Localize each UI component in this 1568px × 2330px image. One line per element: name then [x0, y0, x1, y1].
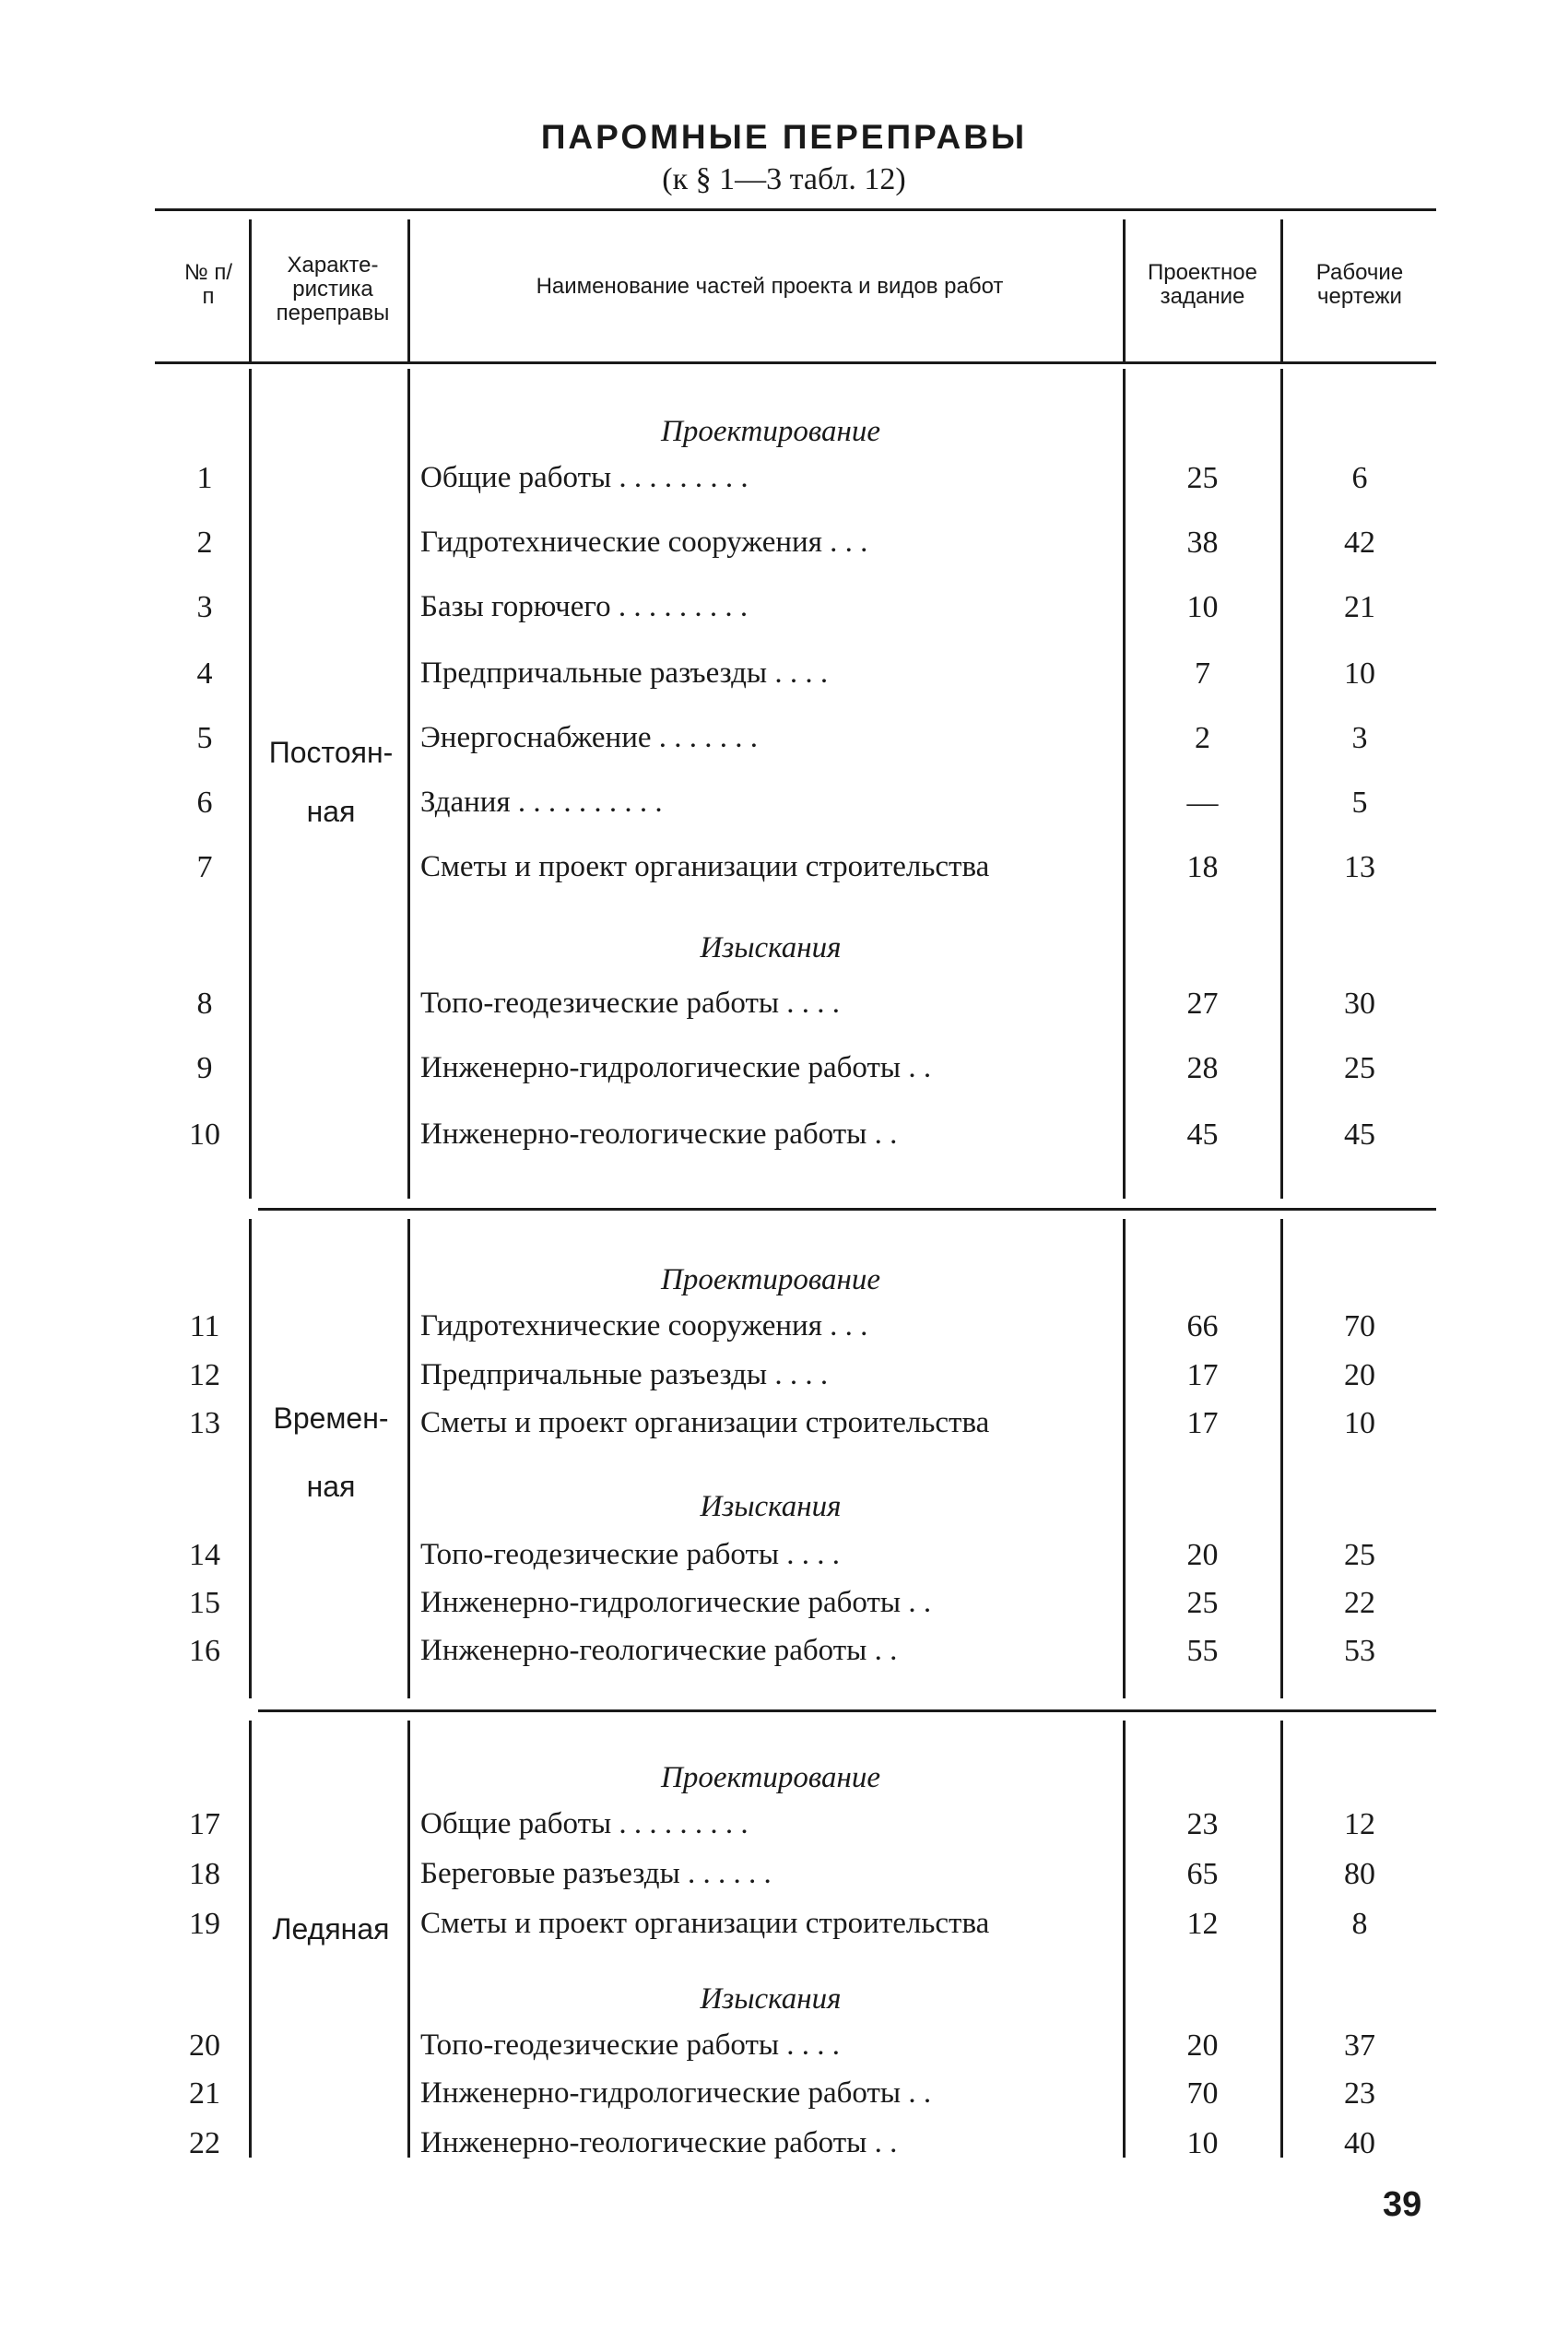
project-value: 45 [1186, 1118, 1219, 1152]
project-value: 17 [1186, 1406, 1219, 1440]
work-name: Инженерно-гидрологические работы . . [420, 1586, 932, 1619]
column-divider [1123, 369, 1126, 1199]
work-name: Инженерно-геологические работы . . [420, 1634, 898, 1667]
work-name: Топо-геодезические работы . . . . [420, 1538, 841, 1571]
section-title: Проектирование [661, 1263, 880, 1296]
section-title: Изыскания [700, 1490, 842, 1523]
row-number: 17 [189, 1807, 220, 1841]
project-value: 25 [1186, 1586, 1219, 1620]
row-number: 7 [196, 850, 213, 884]
row-number: 18 [189, 1857, 220, 1891]
row-number: 21 [189, 2076, 220, 2111]
table-header-rule [155, 361, 1436, 364]
project-value: 12 [1186, 1907, 1219, 1941]
crossing-characteristic: Ледяная [272, 1912, 390, 1946]
project-value: 7 [1195, 656, 1210, 691]
drawings-value: 6 [1351, 461, 1368, 495]
drawings-value: 5 [1351, 786, 1368, 820]
project-value: 25 [1186, 461, 1219, 495]
project-value: 17 [1186, 1358, 1219, 1392]
header-divider [407, 219, 410, 361]
table-top-rule [155, 208, 1436, 211]
drawings-value: 30 [1344, 987, 1375, 1021]
drawings-value: 45 [1344, 1118, 1375, 1152]
page-subtitle: (к § 1—3 табл. 12) [662, 162, 906, 196]
group-separator-rule [258, 1709, 1436, 1712]
crossing-characteristic: Времен- [273, 1402, 389, 1435]
row-number: 20 [189, 2028, 220, 2063]
drawings-value: 42 [1344, 526, 1375, 560]
crossing-characteristic: Постоян- [268, 736, 394, 769]
project-value: 28 [1186, 1051, 1219, 1085]
row-number: 5 [196, 721, 213, 755]
drawings-value: 53 [1344, 1634, 1375, 1668]
drawings-value: 10 [1344, 1406, 1375, 1440]
crossing-characteristic: ная [306, 1470, 356, 1503]
drawings-value: 13 [1344, 850, 1375, 884]
project-value: 23 [1186, 1807, 1219, 1841]
work-name: Здания . . . . . . . . . . [420, 786, 663, 819]
row-number: 11 [189, 1309, 220, 1343]
header-characteristic: Характе-ристика переправы [276, 253, 390, 325]
column-divider [1280, 1219, 1283, 1698]
header-project: Проектное задание [1147, 260, 1257, 309]
row-number: 3 [196, 590, 213, 624]
drawings-value: 8 [1351, 1907, 1368, 1941]
row-number: 8 [196, 987, 213, 1021]
drawings-value: 37 [1344, 2028, 1375, 2063]
project-value: 38 [1186, 526, 1219, 560]
header-divider [1123, 219, 1126, 361]
row-number: 19 [189, 1907, 220, 1941]
work-name: Топо-геодезические работы . . . . [420, 987, 841, 1020]
drawings-value: 80 [1344, 1857, 1375, 1891]
drawings-value: 25 [1344, 1051, 1375, 1085]
work-name: Инженерно-гидрологические работы . . [420, 1051, 932, 1084]
work-name: Сметы и проект организации строительства [420, 1406, 990, 1439]
column-divider [407, 1721, 410, 2158]
row-number: 16 [189, 1634, 220, 1668]
row-number: 14 [189, 1538, 220, 1572]
project-value: 10 [1186, 590, 1219, 624]
work-name: Предпричальные разъезды . . . . [420, 656, 829, 690]
row-number: 4 [196, 656, 213, 691]
work-name: Базы горючего . . . . . . . . . [420, 590, 749, 623]
drawings-value: 10 [1344, 656, 1375, 691]
column-divider [1123, 1721, 1126, 2158]
row-number: 13 [189, 1406, 220, 1440]
work-name: Инженерно-геологические работы . . [420, 2126, 898, 2159]
drawings-value: 40 [1344, 2126, 1375, 2160]
drawings-value: 12 [1344, 1807, 1375, 1841]
work-name: Инженерно-геологические работы . . [420, 1118, 898, 1151]
project-value: 2 [1195, 721, 1210, 755]
work-name: Общие работы . . . . . . . . . [420, 1807, 749, 1840]
header-divider [249, 219, 252, 361]
work-name: Энергоснабжение . . . . . . . [420, 721, 759, 754]
section-title: Изыскания [700, 931, 842, 964]
project-value: 27 [1186, 987, 1219, 1021]
row-number: 12 [189, 1358, 220, 1392]
section-title: Изыскания [700, 1982, 842, 2016]
drawings-value: 70 [1344, 1309, 1375, 1343]
section-title: Проектирование [661, 415, 880, 448]
work-name: Инженерно-гидрологические работы . . [420, 2076, 932, 2110]
row-number: 15 [189, 1586, 220, 1620]
group-separator-rule [258, 1208, 1436, 1211]
project-value: 10 [1186, 2126, 1219, 2160]
header-divider [1280, 219, 1283, 361]
row-number: 2 [196, 526, 213, 560]
row-number: 22 [189, 2126, 220, 2160]
row-number: 6 [196, 786, 213, 820]
work-name: Общие работы . . . . . . . . . [420, 461, 749, 494]
work-name: Топо-геодезические работы . . . . [420, 2028, 841, 2062]
work-name: Гидротехнические сооружения . . . [420, 1309, 868, 1342]
row-number: 1 [196, 461, 213, 495]
drawings-value: 23 [1344, 2076, 1375, 2111]
project-value: 66 [1186, 1309, 1219, 1343]
project-value: 20 [1186, 1538, 1219, 1572]
drawings-value: 25 [1344, 1538, 1375, 1572]
drawings-value: 3 [1351, 721, 1368, 755]
project-value: — [1186, 786, 1219, 820]
crossing-characteristic: ная [306, 795, 356, 828]
column-divider [1123, 1219, 1126, 1698]
drawings-value: 22 [1344, 1586, 1375, 1620]
work-name: Гидротехнические сооружения . . . [420, 526, 868, 559]
work-name: Береговые разъезды . . . . . . [420, 1857, 772, 1890]
project-value: 65 [1186, 1857, 1219, 1891]
header-num: № п/п [183, 260, 233, 309]
header-drawings: Рабочие чертежи [1315, 260, 1404, 309]
project-value: 20 [1186, 2028, 1219, 2063]
project-value: 70 [1186, 2076, 1219, 2111]
section-title: Проектирование [661, 1761, 880, 1794]
work-name: Сметы и проект организации строительства [420, 1907, 990, 1940]
drawings-value: 20 [1344, 1358, 1375, 1392]
project-value: 18 [1186, 850, 1219, 884]
column-divider [407, 1219, 410, 1698]
header-name: Наименование частей проекта и видов работ [536, 274, 1004, 299]
drawings-value: 21 [1344, 590, 1375, 624]
work-name: Предпричальные разъезды . . . . [420, 1358, 829, 1391]
work-name: Сметы и проект организации строительства [420, 850, 990, 883]
row-number: 9 [196, 1051, 213, 1085]
page-title: ПАРОМНЫЕ ПЕРЕПРАВЫ [540, 118, 1028, 156]
project-value: 55 [1186, 1634, 1219, 1668]
column-divider [407, 369, 410, 1199]
row-number: 10 [189, 1118, 220, 1152]
column-divider [249, 1219, 252, 1698]
page-number: 39 [1383, 2185, 1422, 2224]
